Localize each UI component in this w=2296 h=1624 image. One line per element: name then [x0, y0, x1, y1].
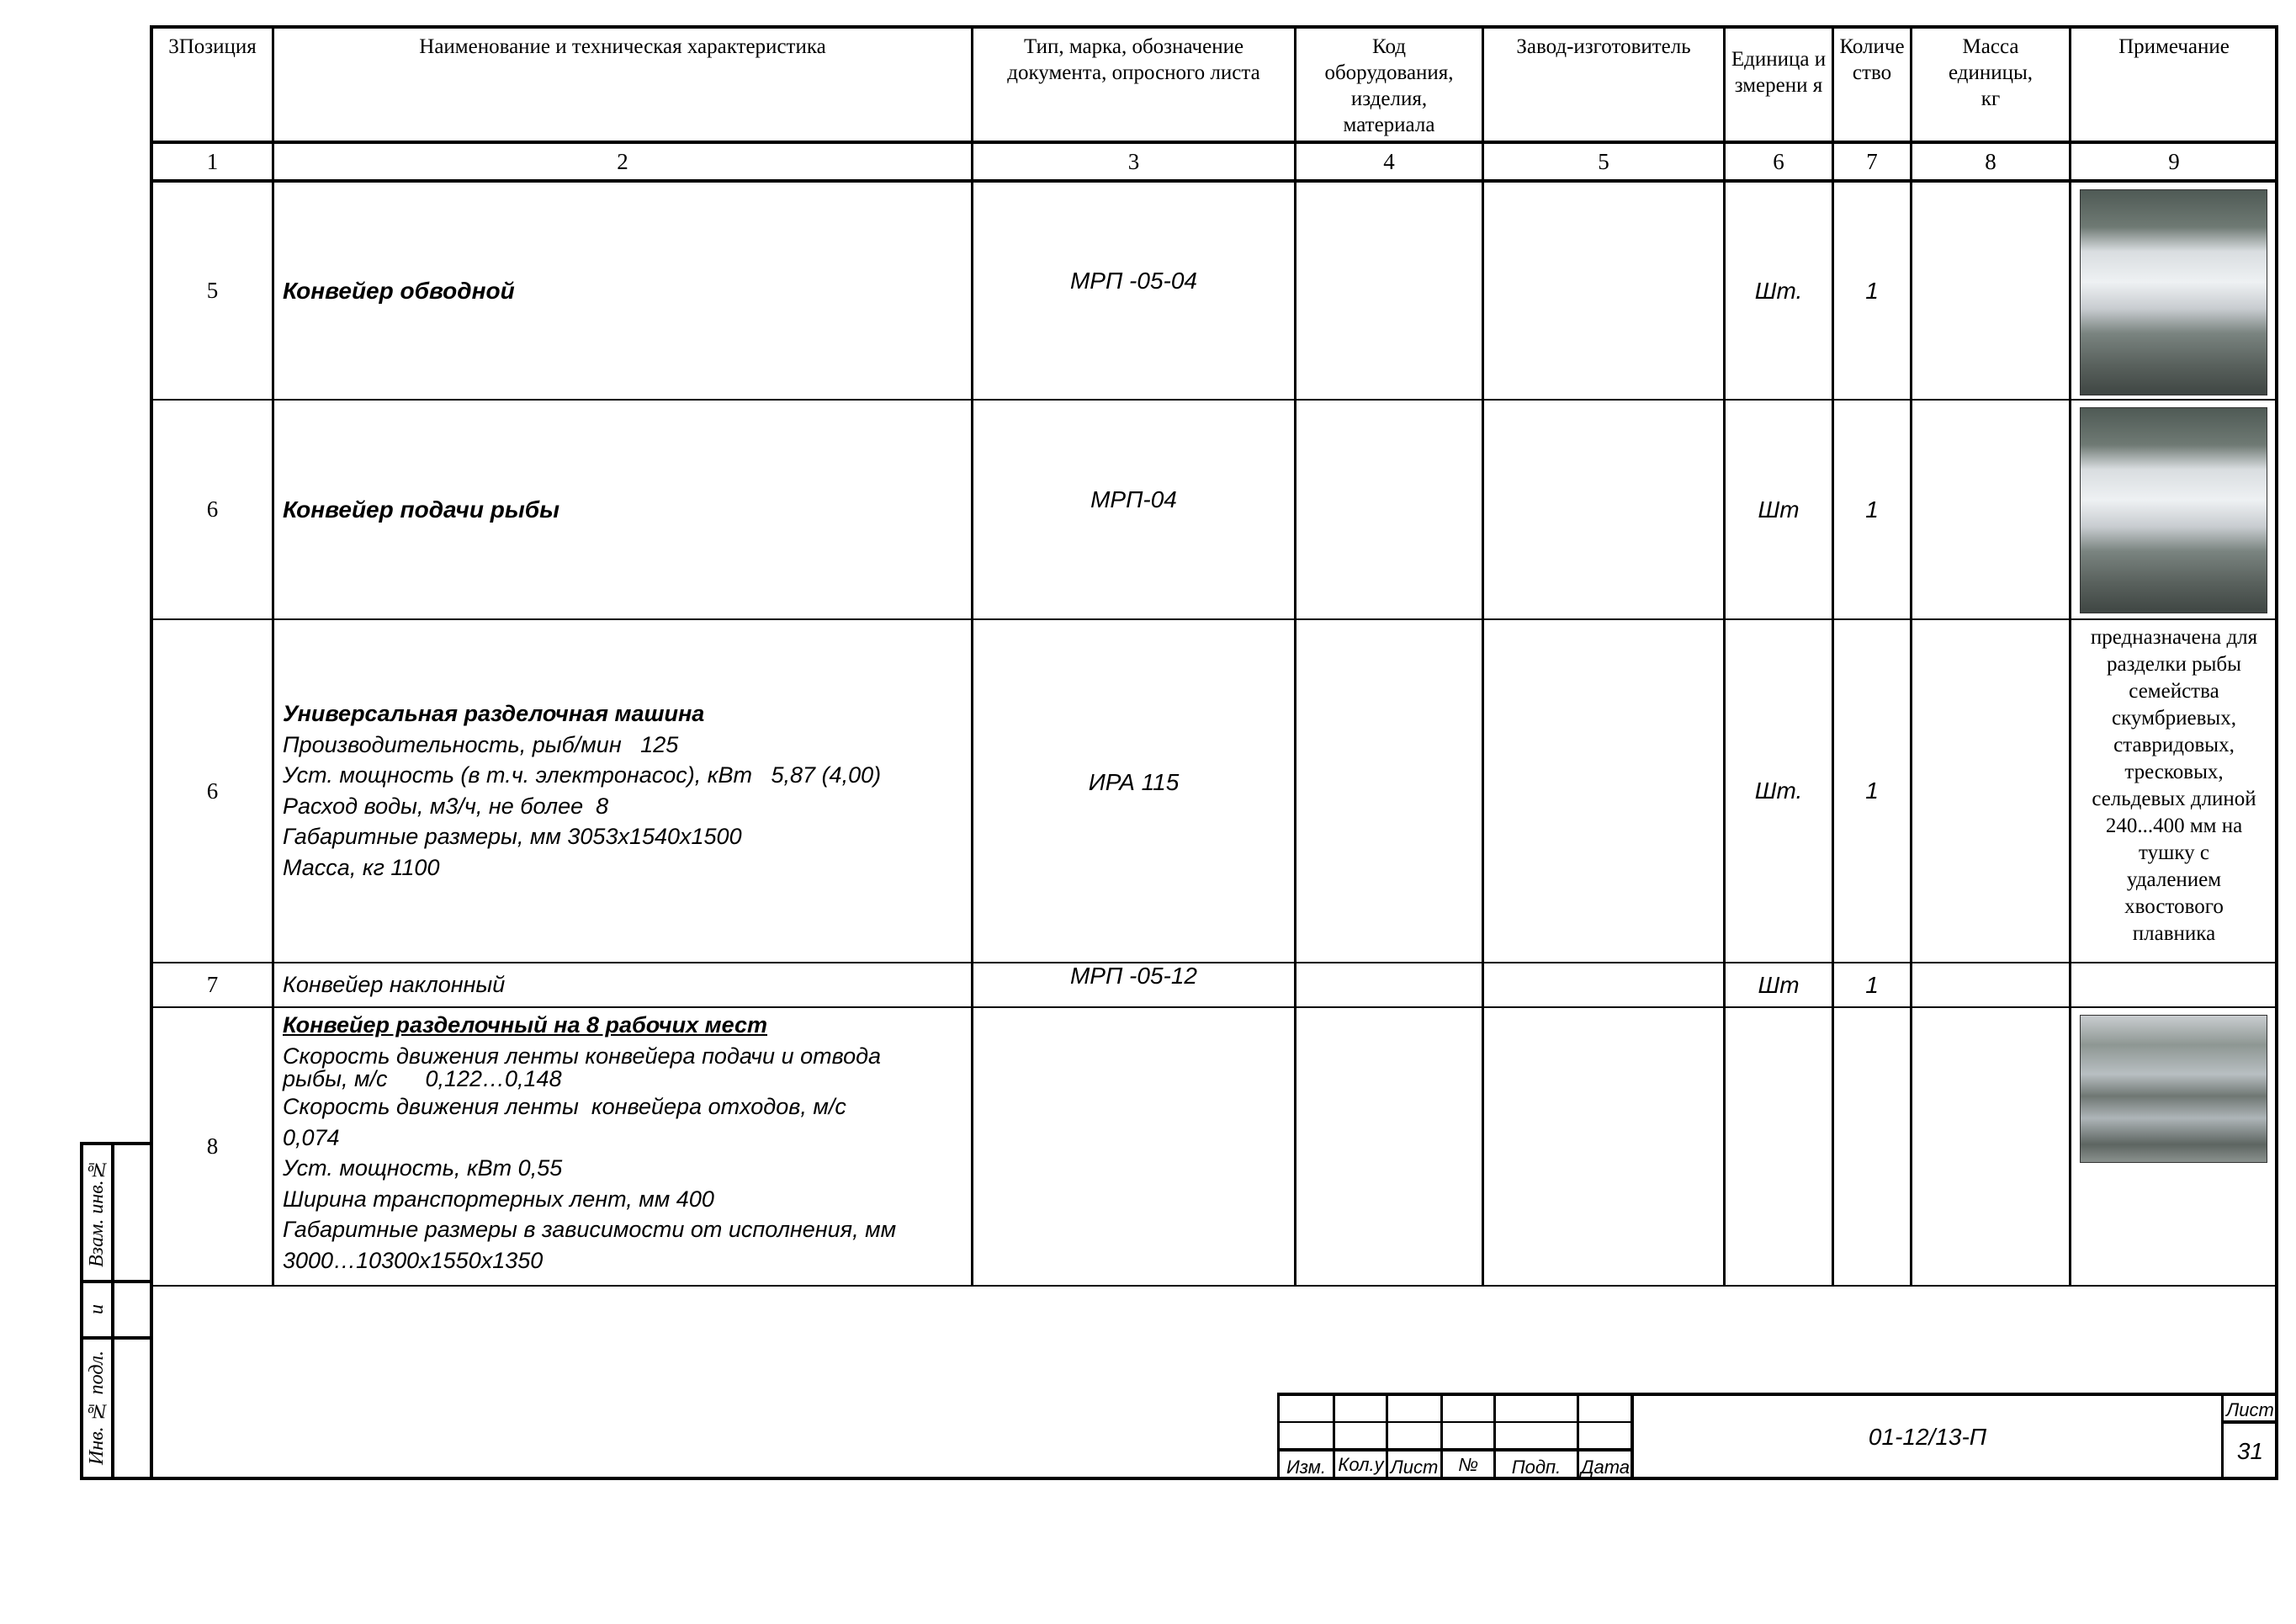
note-line: 240...400 мм на	[2105, 815, 2243, 837]
spec-line: Уст. мощность (в т.ч. электронасос), кВт 5,87 (4,00)	[283, 762, 882, 788]
note-line: скумбриевых,	[2112, 707, 2236, 730]
note-line: плавника	[2132, 922, 2216, 945]
note-line: предназначена для	[2090, 626, 2258, 649]
col-number: 2	[617, 148, 628, 174]
stamp-label-replaced-inv: Взам. инв.№	[86, 1158, 108, 1267]
spec-line: Габаритные размеры в зависимости от исполнения, мм	[283, 1217, 897, 1242]
column-divider	[1482, 27, 1484, 1286]
row-divider	[151, 1006, 2277, 1008]
col-number: 6	[1773, 148, 1784, 174]
note-line: тресковых,	[2124, 761, 2224, 783]
row-type: МРП -05-12	[1069, 963, 1197, 989]
row-quantity: 1	[1865, 778, 1879, 804]
label-date: Дата	[1580, 1457, 1631, 1478]
document-code: 01-12/13-П	[1868, 1424, 1987, 1450]
spec-line: Скорость движения ленты конвейера подачи и отвода	[283, 1043, 882, 1069]
col-number: 3	[1127, 148, 1140, 174]
note-line: семейства	[2129, 680, 2219, 703]
note-line: сельдевых длиной	[2092, 788, 2256, 810]
row-quantity: 1	[1865, 277, 1879, 304]
row-specs	[274, 1010, 971, 1276]
col-header-quantity: Количе ство	[1839, 35, 1905, 84]
row-name: Конвейер подачи рыбы	[283, 496, 559, 523]
row-specs	[274, 698, 971, 883]
stamp-divider	[111, 1144, 114, 1478]
label-count: Кол.у	[1338, 1454, 1384, 1475]
note-line: ставридовых,	[2113, 734, 2235, 756]
row-divider	[151, 1285, 2277, 1287]
col-header-type: Тип, марка, обозначение документа, опросного листа	[1007, 35, 1260, 84]
row-type: ИРА 115	[1088, 769, 1180, 795]
stamp-label-inv-original: Инв. № подл.	[86, 1351, 108, 1466]
col-header-unit: Единица измерени я	[1731, 48, 1827, 97]
row-name: Конвейер обводной	[283, 277, 515, 304]
col-header-mass: Масса единицы, кг	[1948, 35, 2034, 110]
row-position: 7	[206, 972, 219, 997]
spec-line: Масса, кг 1100	[283, 854, 440, 880]
row-type: МРП -05-04	[1069, 267, 1197, 294]
spec-line: Расход воды, м3/ч, не более 8	[283, 793, 609, 819]
row-position: 5	[206, 278, 219, 303]
col-header-manufacturer: Завод-изготовитель	[1516, 35, 1691, 58]
spec-line: 0,074	[283, 1124, 340, 1150]
row-name: Конвейер разделочный на 8 рабочих мест	[283, 1012, 767, 1038]
row-quantity: 1	[1865, 971, 1879, 998]
row-unit: Шт	[1758, 496, 1800, 523]
note-line: тушку с	[2139, 841, 2209, 864]
conveyor-photo	[2080, 189, 2267, 395]
spec-line: Производительность, рыб/мин 125	[283, 731, 679, 757]
col-number: 7	[1866, 148, 1878, 174]
row-name: Универсальная разделочная машина	[283, 701, 705, 726]
spec-line: Скорость движения ленты конвейера отходов, м/с	[283, 1094, 846, 1119]
col-header-code: Код оборудования, изделия, материала	[1324, 35, 1454, 136]
row-unit: Шт.	[1754, 277, 1803, 304]
row-position: 6	[206, 496, 219, 522]
stamp-label-and: и	[86, 1304, 108, 1315]
row-position: 8	[206, 1133, 219, 1159]
row-name: Конвейер наклонный	[283, 972, 506, 997]
spec-line: Уст. мощность, кВт 0,55	[283, 1155, 563, 1181]
col-number: 8	[1985, 148, 1996, 174]
label-doc-number: №	[1458, 1454, 1478, 1475]
column-divider	[1294, 27, 1296, 1286]
spec-line: Габаритные размеры, мм 3053х1540х1500	[283, 824, 742, 849]
col-number: 1	[206, 148, 219, 174]
col-header-name: Наименование и техническая характеристика	[419, 35, 826, 58]
col-number: 9	[2168, 148, 2180, 174]
column-divider	[1910, 27, 1912, 1286]
row-unit: Шт	[1758, 971, 1800, 998]
col-header-note: Примечание	[2118, 35, 2230, 58]
label-sheet: Лист	[1390, 1457, 1439, 1478]
label-signature: Подп.	[1511, 1457, 1562, 1478]
note-line: разделки рыбы	[2107, 653, 2241, 676]
row-type: МРП-04	[1090, 486, 1177, 512]
col-header-position: 3Позиция	[168, 35, 257, 58]
note-line: хвостового	[2124, 895, 2224, 918]
sheet-number: 31	[2236, 1437, 2264, 1464]
row-note	[2071, 624, 2277, 947]
row-quantity: 1	[1865, 496, 1879, 523]
row-unit: Шт.	[1754, 778, 1803, 804]
sheet-label: Лист	[2226, 1399, 2274, 1420]
label-revision: Изм.	[1286, 1457, 1326, 1478]
spec-line: 3000…10300х1550х1350	[283, 1247, 544, 1273]
spec-line: Ширина транспортерных лент, мм 400	[283, 1186, 714, 1212]
note-line: удалением	[2126, 868, 2222, 891]
row-position: 6	[206, 778, 219, 804]
cutting-line-photo	[2080, 1015, 2267, 1163]
conveyor-photo	[2080, 407, 2267, 613]
col-number: 5	[1598, 148, 1609, 174]
col-number: 4	[1383, 148, 1395, 174]
spec-line: рыбы, м/с 0,122…0,148	[283, 1066, 562, 1091]
